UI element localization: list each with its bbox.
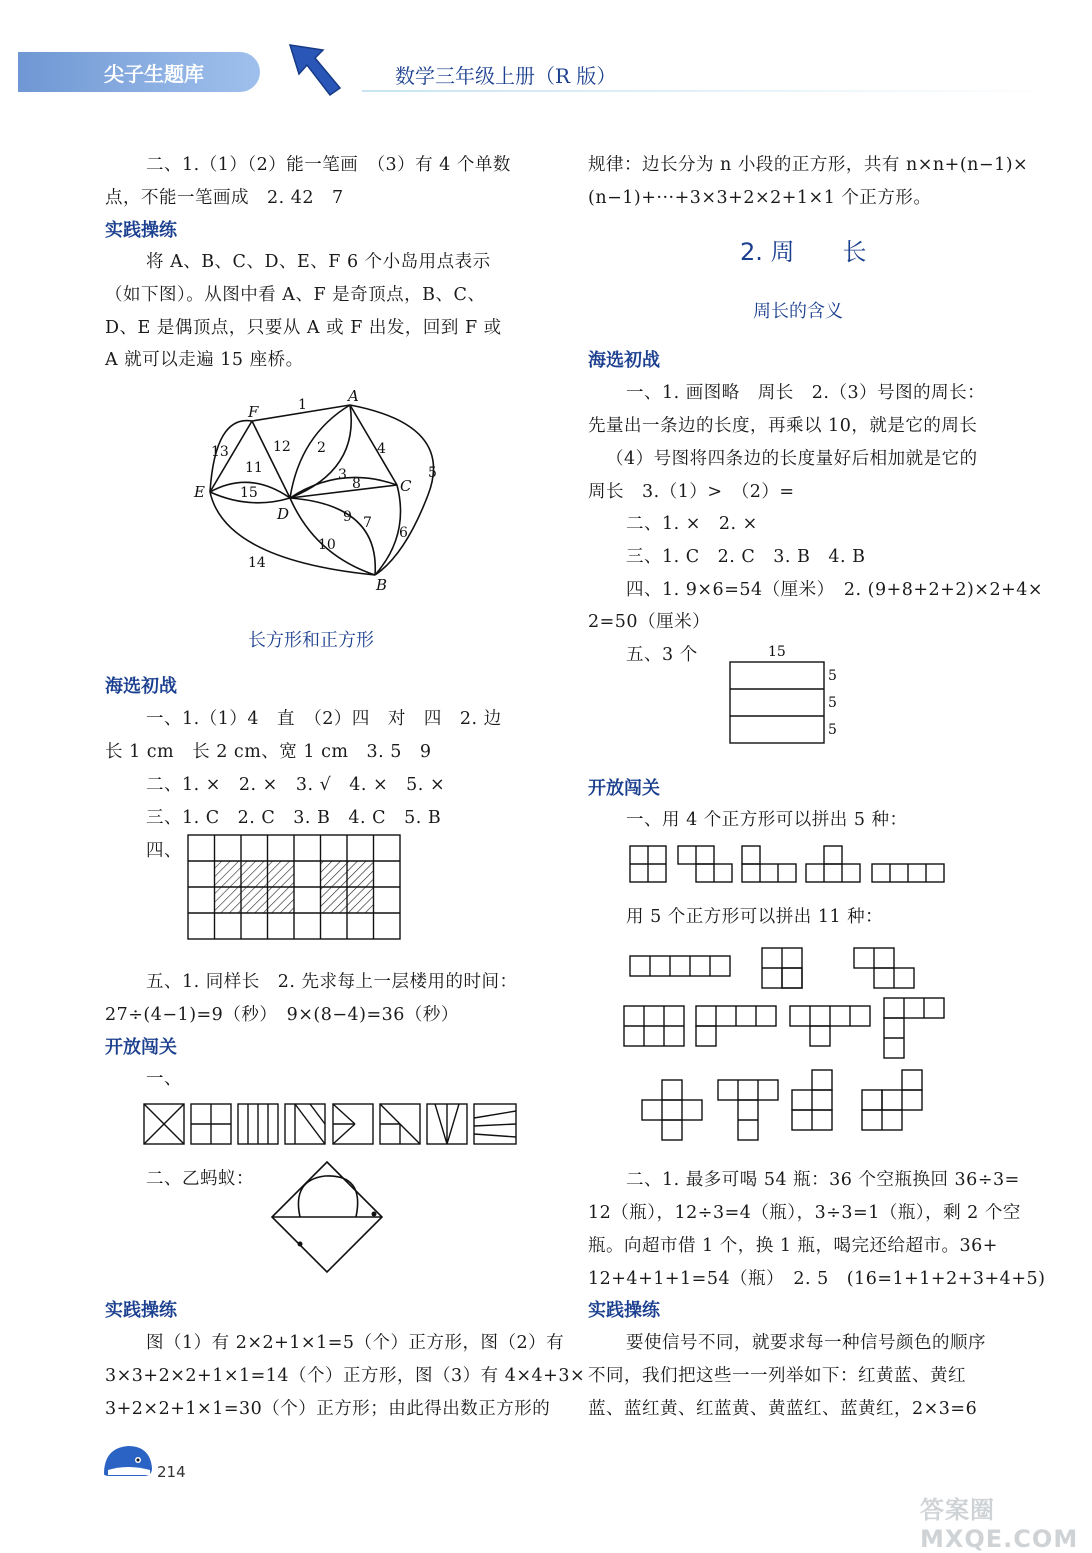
text-line: 二、乙蚂蚁：: [146, 1169, 254, 1189]
text-line: 3×3+2×2+1×1=14（个）正方形，图（3）有 4×4+3×: [105, 1366, 586, 1386]
edge-label: 2: [317, 440, 326, 456]
section-practice: 实践操练: [588, 1300, 660, 1321]
edge-label: 5: [428, 465, 437, 481]
text-line: 2=50（厘米）: [588, 612, 711, 632]
bridge-graph-diagram: [190, 385, 470, 595]
vertex-E: E: [194, 483, 205, 501]
divided-squares-figure: [143, 1103, 523, 1147]
text-line: 长 1 cm 长 2 cm、宽 1 cm 3. 5 9: [105, 742, 432, 762]
text-line: 一、用 4 个正方形可以拼出 5 种：: [626, 810, 908, 830]
text-line: （如下图）。从图中看 A、F 是奇顶点，B、C、: [105, 285, 486, 305]
text-line: A 就可以走遍 15 座桥。: [105, 350, 304, 370]
edge-label: 11: [245, 460, 263, 476]
text-line: 四、: [146, 841, 182, 861]
dimension-label: 5: [828, 668, 837, 684]
text-line: 点，不能一笔画成 2. 42 7: [105, 188, 344, 208]
text-line: 12+4+1+1=54（瓶） 2. 5 (16=1+1+2+3+4+5): [588, 1269, 1046, 1289]
page-number: 214: [157, 1463, 186, 1481]
edge-label: 1: [298, 397, 307, 413]
subsection-title: 周长的含义: [753, 301, 843, 322]
edge-label: 8: [352, 476, 361, 492]
brand-title: 尖子生题库: [104, 62, 204, 86]
text-line: 二、1. × 2. ×: [626, 514, 758, 534]
text-line: 瓶。向超市借 1 个，换 1 瓶，喝完还给超市。36+: [588, 1236, 998, 1256]
section-practice: 实践操练: [105, 220, 177, 241]
text-line: 三、1. C 2. C 3. B 4. B: [626, 547, 866, 567]
whale-icon: [100, 1440, 160, 1480]
text-line: 二、1. × 2. × 3. √ 4. × 5. ×: [146, 775, 446, 795]
text-line: 12（瓶），12÷3=4（瓶），3÷3=1（瓶），剩 2 个空: [588, 1203, 1021, 1223]
edge-label: 12: [273, 439, 291, 455]
hatched-grid-figure: [188, 835, 403, 945]
text-line: 二、1.（1）（2）能一笔画 （3）有 4 个单数: [146, 155, 511, 175]
section-open: 开放闯关: [105, 1037, 177, 1058]
text-line: 不同，我们把这些一一列举如下：红黄蓝、黄红: [588, 1366, 966, 1386]
edge-label: 9: [343, 509, 352, 525]
subsection-title: 长方形和正方形: [248, 630, 374, 651]
pentomino-figures: [628, 944, 958, 1144]
edge-label: 13: [211, 444, 229, 460]
text-line: (n−1)+···+3×3+2×2+1×1 个正方形。: [588, 188, 932, 208]
vertex-B: B: [376, 576, 388, 594]
text-line: 周长 3.（1）> （2）=: [588, 482, 795, 502]
vertex-F: F: [248, 403, 259, 421]
edge-label: 6: [399, 525, 408, 541]
stacked-rectangles-figure: [728, 642, 848, 742]
text-line: 3+2×2+1×1=30（个）正方形；由此得出数正方形的: [105, 1399, 551, 1419]
text-line: 五、1. 同样长 2. 先求每上一层楼用的时间：: [146, 972, 518, 992]
edge-label: 4: [377, 441, 386, 457]
text-line: 蓝、蓝红黄、红蓝黄、黄蓝红、蓝黄红，2×3=6: [588, 1399, 978, 1419]
text-line: 要使信号不同，就要求每一种信号颜色的顺序: [626, 1333, 986, 1353]
arrow-icon: [285, 40, 345, 100]
tetromino-figures: [628, 842, 958, 887]
text-line: 一、: [146, 1069, 182, 1089]
text-line: 先量出一条边的长度，再乘以 10，就是它的周长: [588, 416, 978, 436]
edge-label: 7: [363, 515, 372, 531]
header-rule: [362, 90, 1062, 92]
text-line: 用 5 个正方形可以拼出 11 种：: [626, 907, 884, 927]
text-line: 一、1.（1）4 直 （2）四 对 四 2. 边: [146, 709, 502, 729]
dimension-label: 15: [768, 644, 786, 660]
watermark-logo: 答案圈 MXQE.COM: [920, 1496, 1079, 1553]
dimension-label: 5: [828, 722, 837, 738]
ant-path-figure: [270, 1160, 390, 1275]
section-practice: 实践操练: [105, 1300, 177, 1321]
book-title: 数学三年级上册（R 版）: [395, 64, 617, 88]
section-filter: 海选初战: [588, 350, 660, 371]
text-line: 图（1）有 2×2+1×1=5（个）正方形，图（2）有: [146, 1333, 565, 1353]
text-line: D、E 是偶顶点，只要从 A 或 F 出发，回到 F 或: [105, 318, 502, 338]
chapter-title: 2. 周 长: [740, 238, 867, 266]
vertex-D: D: [277, 505, 290, 523]
text-line: 三、1. C 2. C 3. B 4. C 5. B: [146, 808, 442, 828]
text-line: 四、1. 9×6=54（厘米） 2. (9+8+2+2)×2+4×: [626, 580, 1044, 600]
dimension-label: 5: [828, 695, 837, 711]
text-line: 二、1. 最多可喝 54 瓶：36 个空瓶换回 36÷3=: [626, 1170, 1020, 1190]
text-line: 将 A、B、C、D、E、F 6 个小岛用点表示: [146, 252, 491, 272]
section-filter: 海选初战: [105, 676, 177, 697]
vertex-A: A: [348, 387, 359, 405]
text-line: 五、3 个: [626, 645, 698, 665]
edge-label: 14: [248, 555, 266, 571]
section-open: 开放闯关: [588, 778, 660, 799]
text-line: 一、1. 画图略 周长 2.（3）号图的周长：: [626, 383, 986, 403]
text-line: （4）号图将四条边的长度量好后相加就是它的: [606, 449, 978, 469]
text-line: 规律：边长分为 n 小段的正方形，共有 n×n+(n−1)×: [588, 155, 1029, 175]
edge-label: 3: [338, 467, 347, 483]
text-line: 27÷(4−1)=9（秒） 9×(8−4)=36（秒）: [105, 1005, 459, 1025]
vertex-C: C: [400, 477, 412, 495]
edge-label: 10: [318, 537, 336, 553]
edge-label: 15: [240, 485, 258, 501]
